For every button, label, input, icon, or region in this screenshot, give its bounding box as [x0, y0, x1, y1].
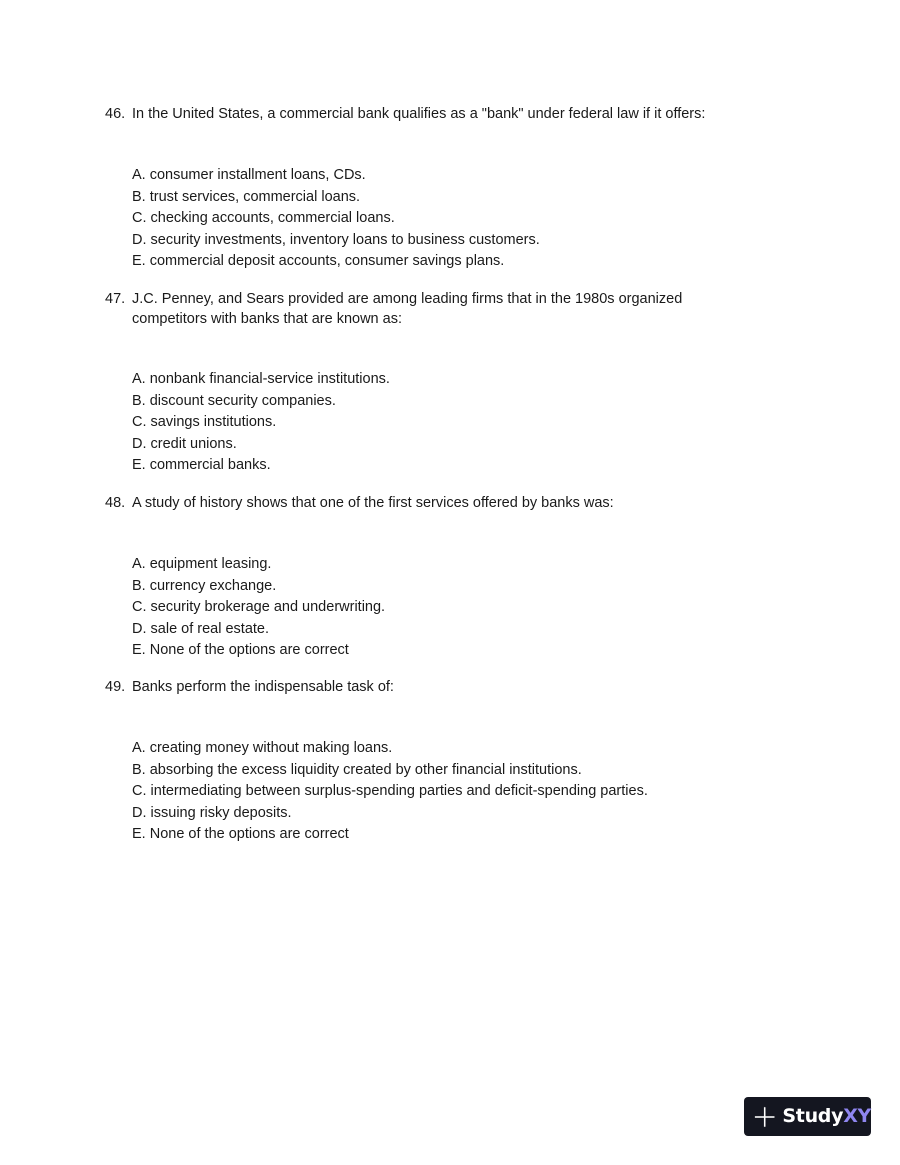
question-stem [105, 104, 745, 124]
question-number: 48. [105, 495, 126, 511]
option-c: C. intermediating between surplus-spending parties and deficit-spending parties. [132, 783, 648, 800]
question-text: A study of history shows that one of the first services offered by banks was: [132, 495, 614, 511]
question-48 [105, 493, 745, 659]
option-d: D. security investments, inventory loans to business customers. [132, 231, 540, 248]
option-b: B. absorbing the excess liquidity created by other financial institutions. [132, 761, 582, 778]
option-d: D. sale of real estate. [132, 620, 270, 637]
question-stem [105, 677, 745, 697]
option-e: E. commercial banks. [132, 457, 271, 474]
question-text: J.C. Penney, and Sears provided are among leading firms that in the 1980s organized competitors with banks that are known as: [132, 291, 683, 327]
option-d: D. issuing risky deposits. [132, 804, 292, 821]
answer-options [132, 369, 752, 477]
question-number: 47. [105, 291, 126, 307]
option-d: D. credit unions. [132, 435, 237, 452]
option-e: E. None of the options are correct [132, 826, 349, 843]
logo-wordmark [782, 1107, 871, 1126]
answer-options [132, 554, 752, 662]
option-e: E. commercial deposit accounts, consumer savings plans. [132, 253, 505, 270]
question-number: 49. [105, 679, 126, 695]
option-a: A. equipment leasing. [132, 556, 272, 572]
question-number: 46. [105, 106, 126, 122]
plus-sparkle-icon [753, 1105, 776, 1129]
option-c: C. checking accounts, commercial loans. [132, 210, 395, 227]
option-a: A. nonbank financial-service institutions. [132, 371, 390, 387]
studyxy-logo [744, 1097, 871, 1136]
option-b: B. currency exchange. [132, 577, 277, 594]
question-47 [105, 289, 745, 474]
answer-options [132, 165, 752, 273]
logo-word-study: Study [782, 1105, 844, 1127]
question-46 [105, 104, 745, 270]
question-text: In the United States, a commercial bank qualifies as a "bank" under federal law if it offers: [132, 106, 706, 122]
option-a: A. creating money without making loans. [132, 740, 393, 756]
option-b: B. trust services, commercial loans. [132, 188, 361, 205]
option-a: A. consumer installment loans, CDs. [132, 167, 366, 183]
option-e: E. None of the options are correct [132, 642, 349, 659]
answer-options [132, 738, 752, 846]
option-b: B. discount security companies. [132, 392, 336, 409]
question-text: Banks perform the indispensable task of: [132, 679, 394, 695]
question-49 [105, 677, 745, 843]
question-stem [105, 289, 745, 329]
option-c: C. security brokerage and underwriting. [132, 599, 386, 616]
option-c: C. savings institutions. [132, 414, 277, 431]
logo-word-xy: XY [843, 1105, 871, 1127]
question-stem [105, 493, 745, 513]
